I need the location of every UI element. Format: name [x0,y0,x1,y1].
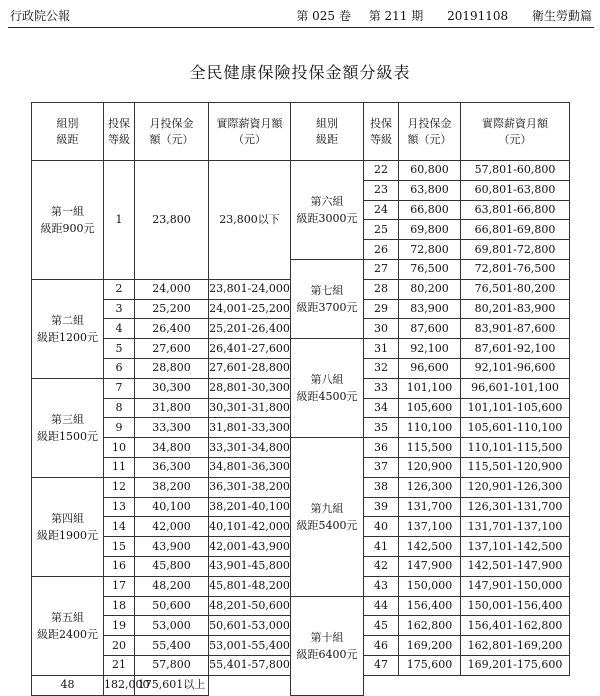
cell-amount: 156,400 [399,596,461,616]
cell-salary: 42,001-43,900 [209,537,291,557]
cell-level: 45 [364,616,399,636]
cell-salary: 162,801-169,200 [461,636,570,656]
cell-amount: 131,700 [399,497,461,517]
table-row [32,339,570,359]
cell-level: 25 [364,220,399,240]
group-range: 級距4500元 [296,390,358,404]
cell-amount: 24,000 [135,279,209,299]
cell-amount: 26,400 [135,319,209,339]
cell-salary: 25,201-26,400 [209,319,291,339]
cell-amount: 43,900 [135,537,209,557]
group-name: 第四組 [51,511,84,525]
cell-level: 7 [104,378,135,398]
group-range: 級距1200元 [37,330,98,344]
group-range: 級距6400元 [296,647,358,661]
table-row [32,438,570,458]
cell-level: 42 [364,556,399,576]
section-name: 衛生勞動篇 [531,9,592,23]
cell-salary: 23,801-24,000 [209,279,291,299]
publish-date: 20191108 [447,9,509,23]
cell-amount: 80,200 [399,279,461,299]
cell-level: 2 [104,279,135,299]
cell-salary: 55,401-57,800 [209,655,291,675]
cell-level: 19 [104,616,135,636]
table-header-row [32,103,570,161]
group-cell [32,576,104,675]
cell-salary: 87,601-92,100 [461,339,570,359]
cell-amount: 55,400 [135,636,209,656]
col-header-group-right: 組別 級距 [291,103,364,161]
cell-level: 30 [364,319,399,339]
cell-level: 37 [364,457,399,477]
cell-amount: 38,200 [135,477,209,497]
cell-amount: 28,800 [135,358,209,378]
cell-amount: 105,600 [399,398,461,418]
cell-amount: 57,800 [135,655,209,675]
cell-level: 27 [364,259,399,279]
col-header-group: 組別 級距 [32,103,104,161]
col-header-level: 投保 等級 [104,103,135,161]
cell-salary: 72,801-76,500 [461,259,570,279]
group-range: 級距1900元 [37,528,98,542]
cell-level: 14 [104,517,135,537]
cell-level: 34 [364,398,399,418]
cell-level: 6 [104,358,135,378]
group-name: 第七組 [310,284,344,298]
cell-salary: 40,101-42,000 [209,517,291,537]
cell-salary: 60,801-63,800 [461,180,570,200]
cell-salary: 147,901-150,000 [461,576,570,596]
group-name: 第二組 [51,313,84,327]
cell-level: 32 [364,358,399,378]
cell-salary: 131,701-137,100 [461,517,570,537]
cell-salary: 115,501-120,900 [461,457,570,477]
group-range: 級距900元 [40,221,95,235]
cell-amount: 162,800 [399,616,461,636]
cell-level: 5 [104,339,135,359]
col-header-level-right: 投保 等級 [364,103,399,161]
cell-amount: 182,000 [104,675,135,695]
cell-amount: 60,800 [399,161,461,181]
cell-amount: 115,500 [399,438,461,458]
cell-level: 21 [104,655,135,675]
group-cell [32,477,104,576]
group-cell [291,438,364,596]
group-cell [291,339,364,438]
cell-amount: 83,900 [399,299,461,319]
group-range: 級距3700元 [296,301,358,315]
group-name: 第十組 [310,630,344,644]
cell-amount: 40,100 [135,497,209,517]
cell-salary: 57,801-60,800 [461,161,570,181]
cell-salary: 63,801-66,800 [461,200,570,220]
col-header-salary-right: 實際薪資月額 （元） [461,103,570,161]
cell-amount: 36,300 [135,457,209,477]
cell-level: 4 [104,319,135,339]
cell-salary: 43,901-45,800 [209,556,291,576]
group-cell [291,161,364,260]
group-cell [32,378,104,477]
cell-amount: 31,800 [135,398,209,418]
group-name: 第八組 [310,373,344,387]
cell-level: 33 [364,378,399,398]
cell-level: 18 [104,596,135,616]
group-name: 第三組 [51,412,84,426]
cell-salary: 80,201-83,900 [461,299,570,319]
cell-level: 41 [364,537,399,557]
cell-level: 22 [364,161,399,181]
cell-amount: 72,800 [399,240,461,260]
cell-amount: 69,800 [399,220,461,240]
cell-salary: 50,601-53,000 [209,616,291,636]
group-cell [291,596,364,695]
cell-salary: 34,801-36,300 [209,457,291,477]
cell-salary: 38,201-40,100 [209,497,291,517]
cell-level: 38 [364,477,399,497]
cell-salary: 156,401-162,800 [461,616,570,636]
group-range: 級距5400元 [296,518,358,532]
col-header-amount-right: 月投保金 額（元） [399,103,461,161]
cell-salary: 76,501-80,200 [461,279,570,299]
cell-level: 40 [364,517,399,537]
cell-salary: 23,800以下 [209,161,291,280]
page-header [8,5,594,28]
cell-salary: 110,101-115,500 [461,438,570,458]
cell-salary: 96,601-101,100 [461,378,570,398]
cell-salary: 120,901-126,300 [461,477,570,497]
cell-level: 26 [364,240,399,260]
issue-number: 第 211 期 [368,9,424,23]
cell-amount: 50,600 [135,596,209,616]
group-cell [32,279,104,378]
cell-salary: 66,801-69,800 [461,220,570,240]
cell-level: 46 [364,636,399,656]
volume-number: 第 025 卷 [296,9,351,23]
cell-amount: 142,500 [399,537,461,557]
cell-amount: 147,900 [399,556,461,576]
document-title: 全民健康保險投保金額分級表 [189,63,411,82]
cell-amount: 42,000 [135,517,209,537]
cell-level: 24 [364,200,399,220]
cell-salary: 33,301-34,800 [209,438,291,458]
cell-level: 31 [364,339,399,359]
cell-salary: 27,601-28,800 [209,358,291,378]
cell-salary: 45,801-48,200 [209,576,291,596]
premium-grade-table [31,102,570,696]
cell-amount: 25,200 [135,299,209,319]
cell-amount: 137,100 [399,517,461,537]
table-row [32,596,570,616]
cell-amount: 87,600 [399,319,461,339]
cell-level: 13 [104,497,135,517]
cell-amount: 101,100 [399,378,461,398]
col-header-amount: 月投保金 額（元） [135,103,209,161]
cell-amount: 33,300 [135,418,209,438]
cell-level: 11 [104,457,135,477]
cell-level: 9 [104,418,135,438]
cell-salary: 175,601以上 [135,675,209,695]
cell-salary: 101,101-105,600 [461,398,570,418]
cell-level: 35 [364,418,399,438]
group-name: 第六組 [310,194,344,208]
cell-level: 29 [364,299,399,319]
cell-level: 20 [104,636,135,656]
cell-salary: 105,601-110,100 [461,418,570,438]
cell-level: 17 [104,576,135,596]
cell-level: 43 [364,576,399,596]
cell-level: 36 [364,438,399,458]
cell-amount: 45,800 [135,556,209,576]
cell-level: 3 [104,299,135,319]
cell-amount: 110,100 [399,418,461,438]
cell-amount: 96,600 [399,358,461,378]
cell-salary: 142,501-147,900 [461,556,570,576]
cell-level: 44 [364,596,399,616]
cell-salary: 69,801-72,800 [461,240,570,260]
cell-level: 1 [104,161,135,280]
cell-salary: 92,101-96,600 [461,358,570,378]
cell-level: 12 [104,477,135,497]
group-name: 第九組 [310,501,344,515]
cell-amount: 175,600 [399,655,461,675]
cell-amount: 126,300 [399,477,461,497]
issue-info [282,5,592,27]
cell-level: 23 [364,180,399,200]
cell-salary: 150,001-156,400 [461,596,570,616]
cell-level: 39 [364,497,399,517]
group-range: 級距1500元 [37,429,98,443]
group-cell [32,161,104,280]
cell-amount: 53,000 [135,616,209,636]
group-name: 第五組 [51,610,84,624]
cell-level: 8 [104,398,135,418]
cell-level: 47 [364,655,399,675]
cell-level: 28 [364,279,399,299]
cell-amount: 63,800 [399,180,461,200]
cell-level: 15 [104,537,135,557]
cell-salary: 28,801-30,300 [209,378,291,398]
cell-amount: 66,800 [399,200,461,220]
cell-level: 10 [104,438,135,458]
cell-salary: 126,301-131,700 [461,497,570,517]
cell-amount: 150,000 [399,576,461,596]
cell-level: 16 [104,556,135,576]
cell-salary: 53,001-55,400 [209,636,291,656]
cell-amount: 169,200 [399,636,461,656]
cell-amount: 92,100 [399,339,461,359]
cell-salary: 36,301-38,200 [209,477,291,497]
cell-salary: 30,301-31,800 [209,398,291,418]
group-cell [291,259,364,338]
cell-amount: 30,300 [135,378,209,398]
col-header-salary: 實際薪資月額 （元） [209,103,291,161]
cell-amount: 34,800 [135,438,209,458]
cell-salary: 83,901-87,600 [461,319,570,339]
cell-amount: 27,600 [135,339,209,359]
group-range: 級距3000元 [296,211,358,225]
cell-salary: 137,101-142,500 [461,537,570,557]
publisher-name: 行政院公報 [10,9,71,23]
cell-salary: 24,001-25,200 [209,299,291,319]
cell-level: 48 [32,675,104,695]
cell-amount: 48,200 [135,576,209,596]
cell-amount: 76,500 [399,259,461,279]
cell-salary: 26,401-27,600 [209,339,291,359]
group-range: 級距2400元 [37,627,98,641]
cell-salary: 31,801-33,300 [209,418,291,438]
cell-salary: 48,201-50,600 [209,596,291,616]
cell-salary: 169,201-175,600 [461,655,570,675]
group-name: 第一組 [51,204,84,218]
cell-amount: 120,900 [399,457,461,477]
table-row [32,161,570,181]
cell-amount: 23,800 [135,161,209,280]
